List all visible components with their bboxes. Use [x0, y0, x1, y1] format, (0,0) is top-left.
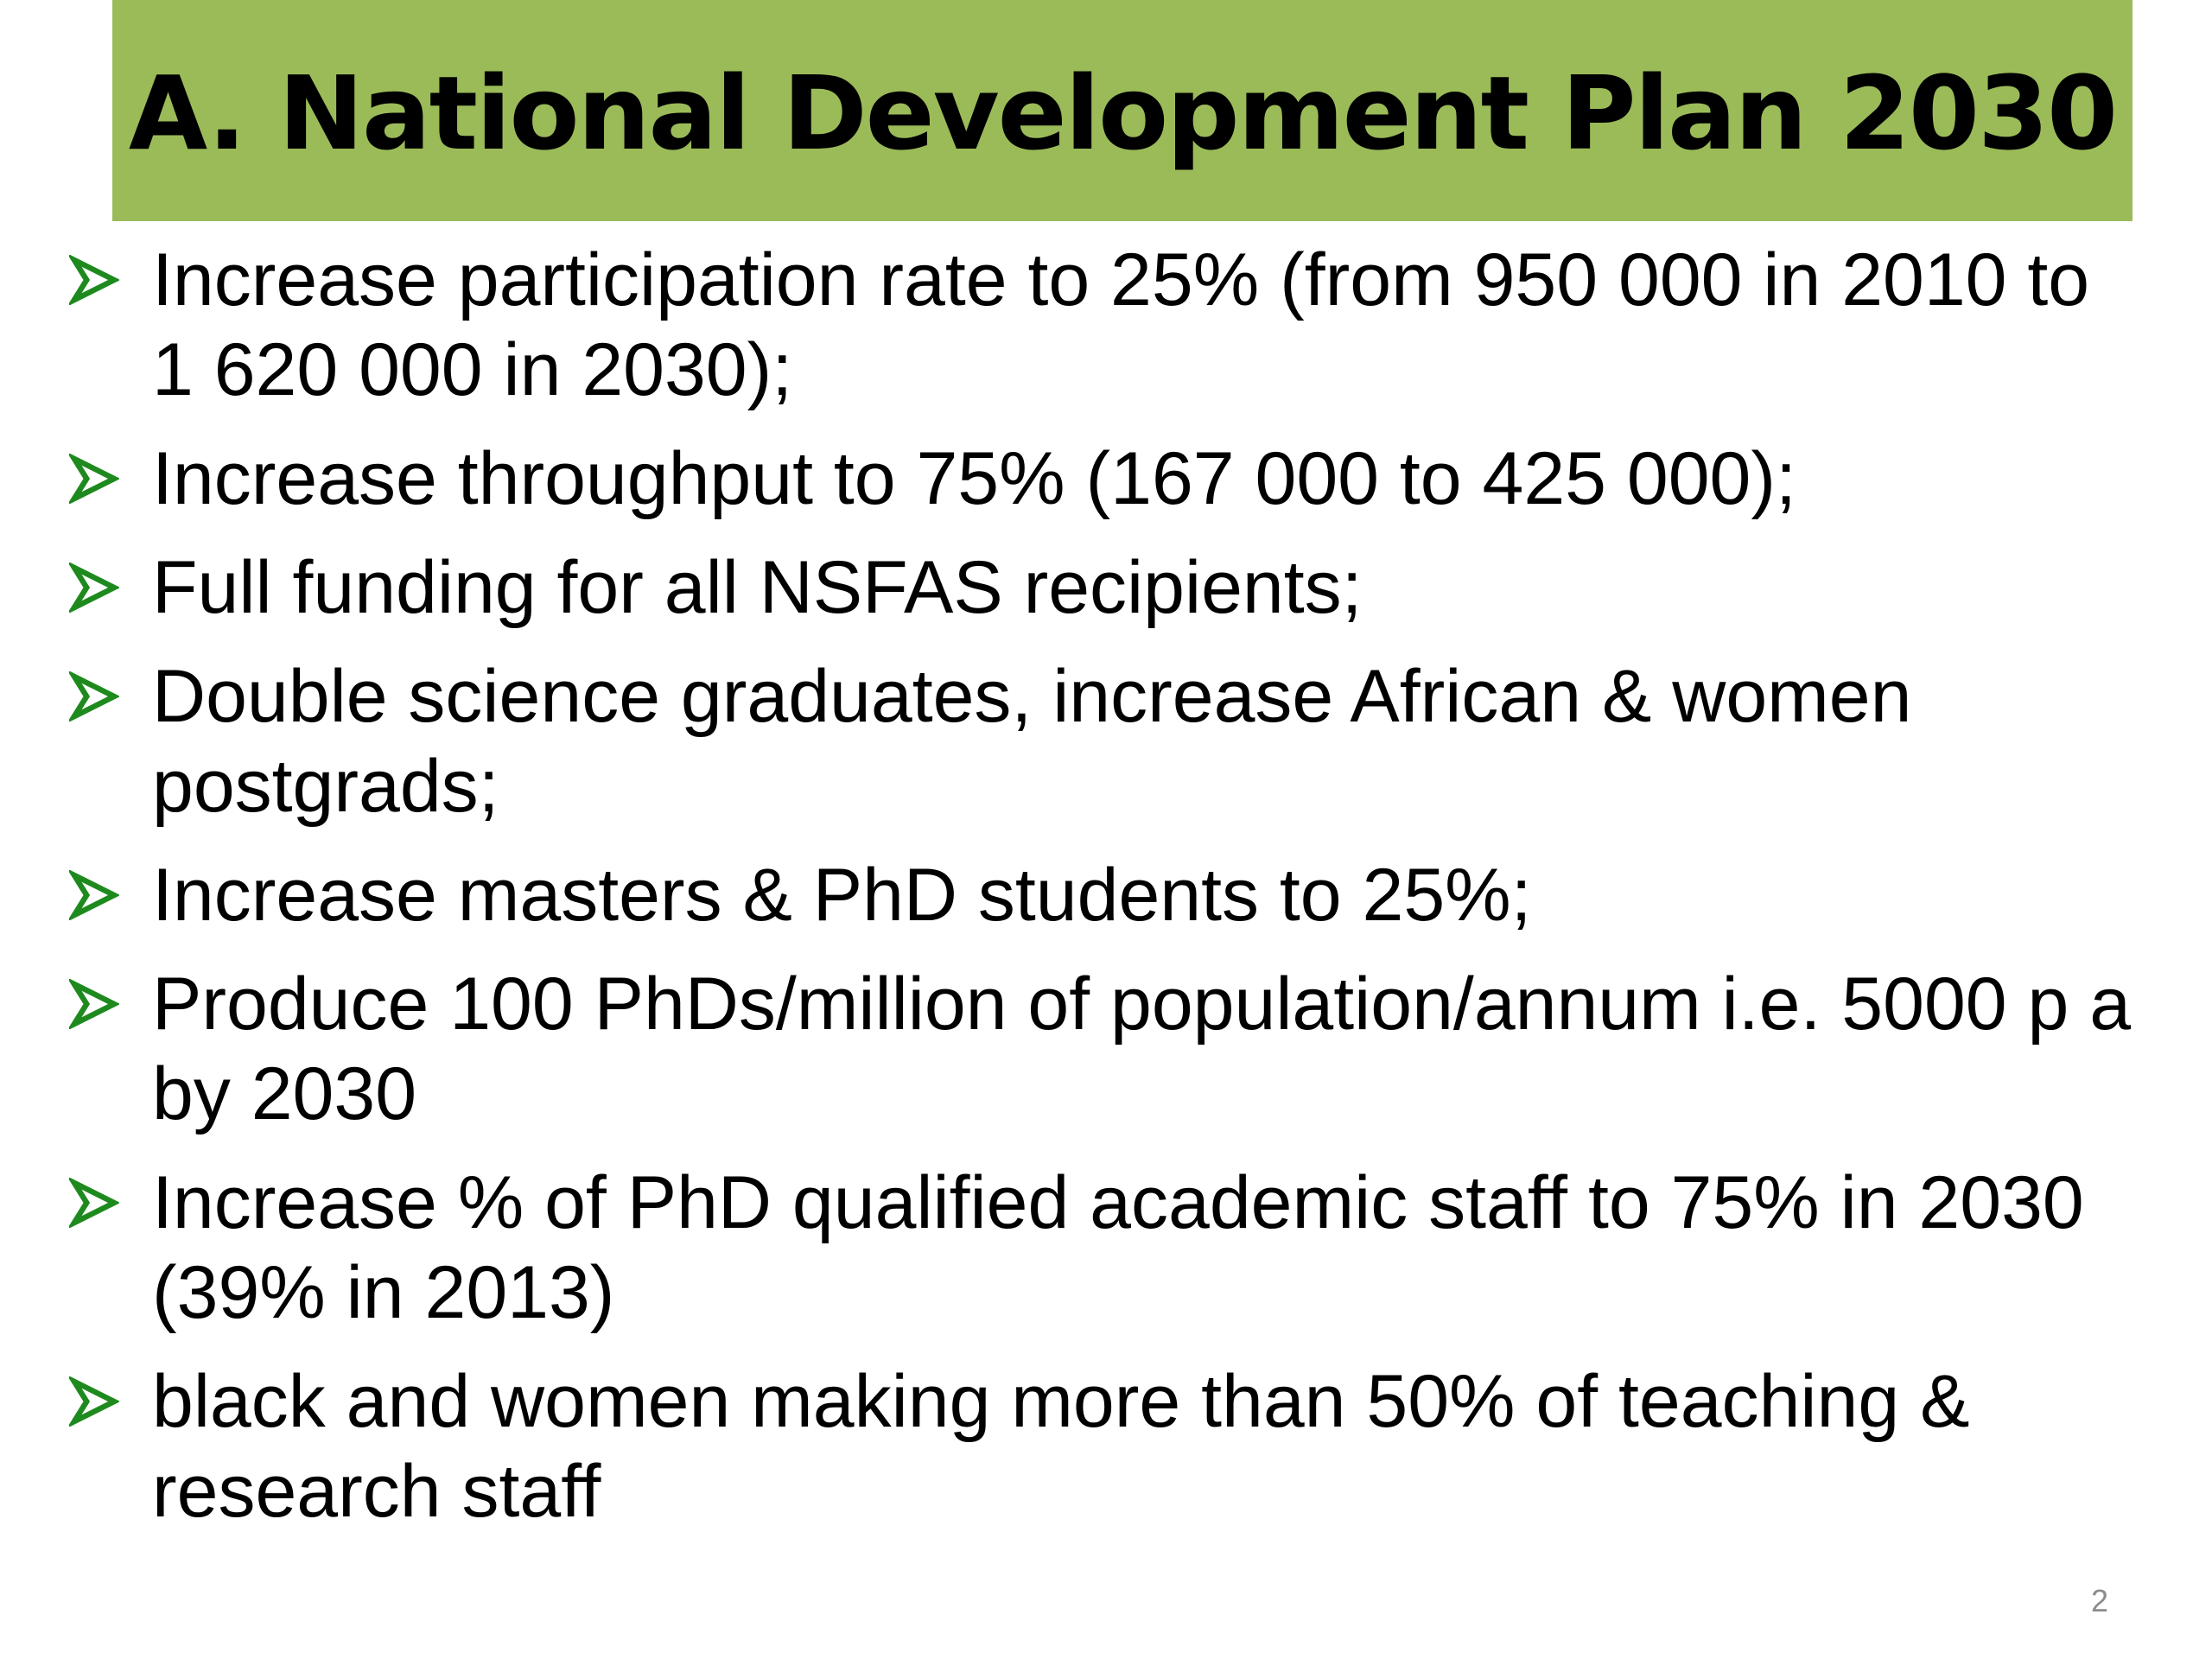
bullet-text: Increase throughput to 75% (167 000 to 425 000); [152, 437, 1796, 520]
title-banner [112, 0, 2133, 221]
page-number: 2 [2090, 1583, 2108, 1618]
bullet-text: Full funding for all NSFAS recipients; [152, 546, 1363, 629]
arrowhead-bullet-icon [60, 434, 152, 524]
arrowhead-bullet-icon [60, 959, 152, 1049]
arrowhead-bullet-icon [60, 235, 152, 325]
arrowhead-bullet-icon [60, 1158, 152, 1248]
bullet-item [60, 850, 2143, 940]
arrowhead-bullet-icon [60, 850, 152, 940]
bullet-text: Increase % of PhD qualified academic staff to 75% in 2030 (39% in 2013) [152, 1161, 2084, 1334]
bullet-item [60, 959, 2143, 1139]
arrowhead-bullet-icon [60, 1357, 152, 1446]
bullet-item [60, 543, 2143, 632]
bullet-text: Increase participation rate to 25% (from 950 000 in 2010 to 1 620 000 in 2030); [152, 238, 2090, 411]
bullet-text: Increase masters & PhD students to 25%; [152, 854, 1532, 937]
bullet-list [60, 235, 2143, 1555]
bullet-item [60, 1357, 2143, 1536]
slide-title: A. National Development Plan 2030 [128, 54, 2117, 173]
arrowhead-bullet-icon [60, 543, 152, 632]
bullet-item [60, 1158, 2143, 1338]
bullet-text: Produce 100 PhDs/million of population/annum i.e. 5000 p a by 2030 [152, 963, 2132, 1135]
arrowhead-bullet-icon [60, 652, 152, 741]
bullet-text: black and women making more than 50% of teaching & research staff [152, 1360, 1970, 1533]
bullet-text: Double science graduates, increase African & women postgrads; [152, 655, 1912, 828]
bullet-item [60, 434, 2143, 524]
bullet-item [60, 235, 2143, 415]
bullet-item [60, 652, 2143, 831]
